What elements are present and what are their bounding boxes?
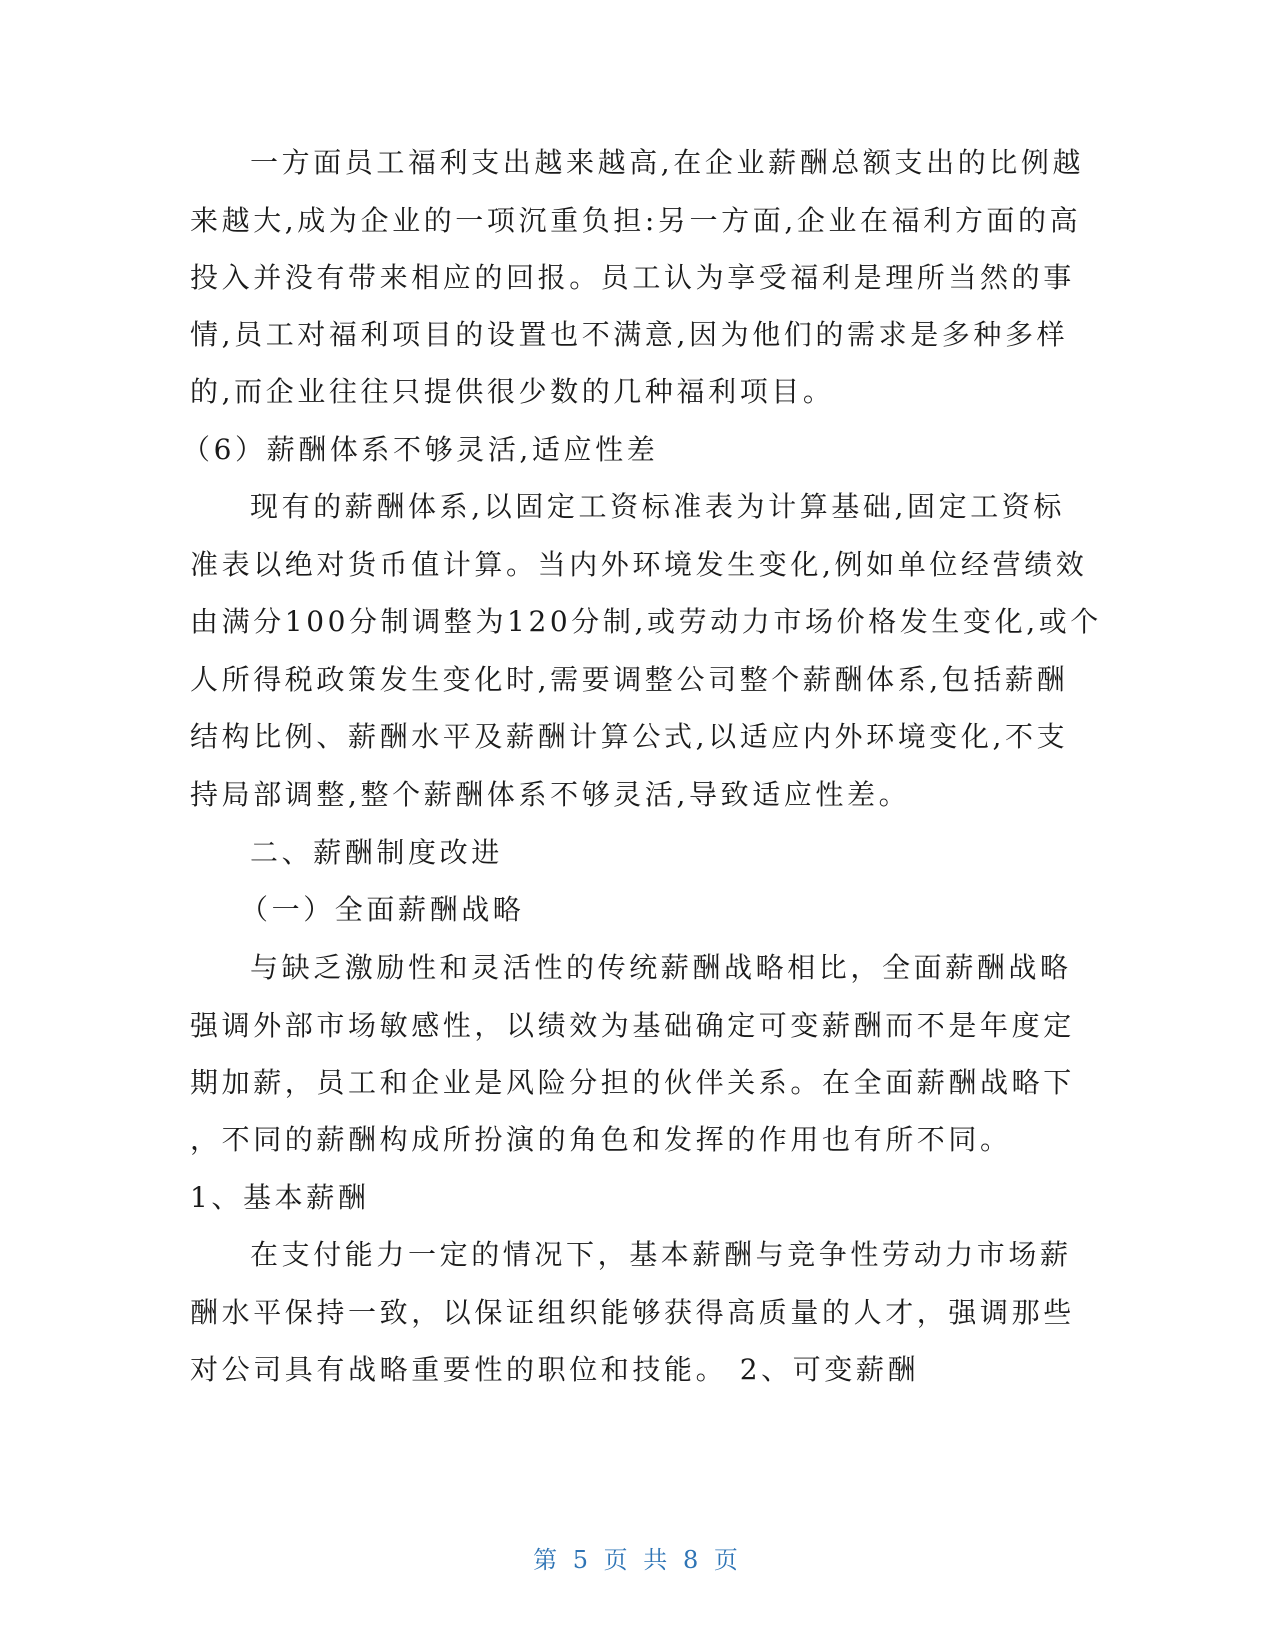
page-footer: 第 5 页 共 8 页 (533, 1546, 742, 1574)
paragraph-line: 情,员工对福利项目的设置也不满意,因为他们的需求是多种多样 (190, 318, 1069, 351)
section-heading: 二、薪酬制度改进 (250, 836, 503, 869)
paragraph-line: 现有的薪酬体系,以固定工资标准表为计算基础,固定工资标 (250, 490, 1066, 523)
paragraph-line: 来越大,成为企业的一项沉重负担:另一方面,企业在福利方面的高 (190, 204, 1082, 237)
paragraph-line: 对公司具有战略重要性的职位和技能。 2、可变薪酬 (190, 1353, 920, 1386)
paragraph-line: 期加薪，员工和企业是风险分担的伙伴关系。在全面薪酬战略下 (190, 1066, 1075, 1099)
paragraph-line: 酬水平保持一致，以保证组织能够获得高质量的人才，强调那些 (190, 1296, 1075, 1329)
paragraph-line: 强调外部市场敏感性，以绩效为基础确定可变薪酬而不是年度定 (190, 1009, 1075, 1042)
paragraph-line: 持局部调整,整个薪酬体系不够灵活,导致适应性差。 (190, 778, 911, 811)
paragraph-line: 由满分100分制调整为120分制,或劳动力市场价格发生变化,或个 (190, 605, 1102, 638)
paragraph-line: 投入并没有带来相应的回报。员工认为享受福利是理所当然的事 (190, 261, 1075, 294)
section-heading: （一）全面薪酬战略 (240, 893, 525, 926)
paragraph-line: 的,而企业往往只提供很少数的几种福利项目。 (190, 375, 835, 408)
paragraph-line: 准表以绝对货币值计算。当内外环境发生变化,例如单位经营绩效 (190, 548, 1088, 581)
paragraph-line: 一方面员工福利支出越来越高,在企业薪酬总额支出的比例越 (250, 146, 1085, 179)
paragraph-line: 在支付能力一定的情况下，基本薪酬与竞争性劳动力市场薪 (250, 1238, 1072, 1271)
paragraph-line: 与缺乏激励性和灵活性的传统薪酬战略相比，全面薪酬战略 (250, 951, 1072, 984)
paragraph-line: 结构比例、薪酬水平及薪酬计算公式,以适应内外环境变化,不支 (190, 720, 1069, 753)
paragraph-line: 人所得税政策发生变化时,需要调整公司整个薪酬体系,包括薪酬 (190, 663, 1069, 696)
section-heading: 1、基本薪酬 (190, 1181, 370, 1214)
paragraph-line: ，不同的薪酬构成所扮演的角色和发挥的作用也有所不同。 (190, 1123, 1012, 1156)
section-heading: （6）薪酬体系不够灵活,适应性差 (182, 433, 659, 466)
